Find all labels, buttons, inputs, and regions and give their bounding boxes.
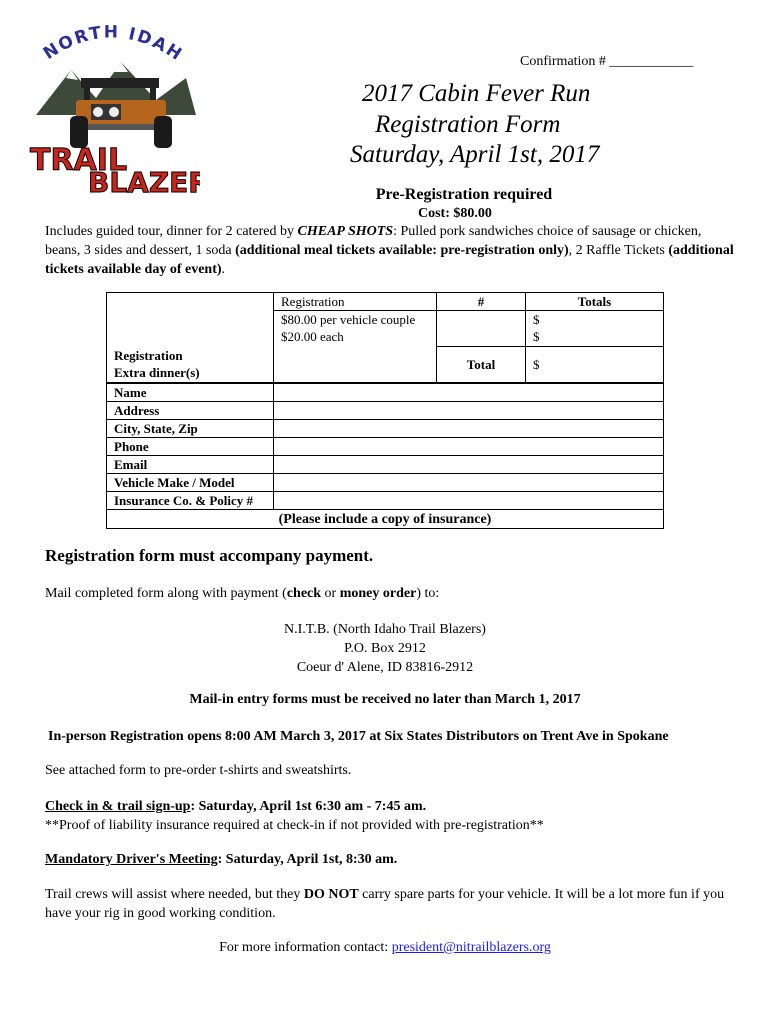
tshirt-note: See attached form to pre-order t-shirts and sweatshirts. [45,763,352,778]
mail-or: or [321,586,340,601]
jeep-logo-icon [26,20,200,198]
mail-money-order: money order [339,586,417,601]
fee-row-labels [107,293,274,383]
confirmation-number: Confirmation # ____________ [520,54,694,69]
fee-prices [274,311,437,383]
must-accompany-heading: Registration form must accompany payment. [45,546,374,565]
mail-instructions [45,584,439,603]
crews-do-not: DO NOT [303,887,359,902]
mail-deadline: Mail-in entry forms must be received no later than March 1, 2017 [189,692,581,707]
totals-cell[interactable] [526,311,664,347]
address-line-3: Coeur d' Alene, ID 83816-2912 [296,660,474,675]
address-line-2: P.O. Box 2912 [344,641,426,656]
insurance-note: (Please include a copy of insurance) [107,510,664,529]
address-line-1: N.I.T.B. (North Idaho Trail Blazers) [284,622,486,637]
contact-label: For more information contact: [219,940,392,955]
drivers-meeting [45,850,397,869]
grand-total[interactable]: $ [526,347,664,383]
trail-crews-note [45,885,735,923]
fee-header-totals: Totals [526,293,664,311]
registrant-info-table [106,383,664,529]
title-form: Registration Form [375,111,561,138]
mail-text-2: ) to: [416,586,440,601]
field-input-address[interactable] [274,402,664,420]
fee-label-registration: Registration [114,348,183,363]
checkin-info [45,797,544,835]
insurance-proof-note: **Proof of liability insurance required at check-in if not provided with pre-registration** [45,818,544,833]
logo-trail-text: TRAIL [30,143,128,178]
includes-text-3: , 2 Raffle Tickets [568,243,669,258]
mail-text-1: Mail completed form along with payment ( [45,586,287,601]
field-label-vehicle: Vehicle Make / Model [107,474,274,492]
meeting-time: : Saturday, April 1st, 8:30 am. [217,852,398,867]
raffle-note: (additional tickets available day of event) [45,243,734,277]
field-input-name[interactable] [274,384,664,402]
crews-text-1: Trail crews will assist where needed, but they [45,887,304,902]
crews-text-2: carry spare parts for your vehicle. It will be a lot more fun if you have your rig in good working condition. [45,887,725,921]
checkin-label: Check in & trail sign-up [45,799,191,814]
includes-text-1: Includes guided tour, dinner for 2 catered by [45,224,298,239]
field-input-vehicle[interactable] [274,474,664,492]
field-input-email[interactable] [274,456,664,474]
meeting-label: Mandatory Driver's Meeting [45,852,218,867]
pre-registration-heading: Pre-Registration required [375,186,553,203]
title-date: Saturday, April 1st, 2017 [350,141,600,168]
total-label: Total [437,347,526,383]
mail-check: check [286,586,322,601]
field-label-name: Name [107,384,274,402]
fee-header-price: Registration [274,293,437,311]
caterer-name: CHEAP SHOTS [297,224,394,239]
field-input-insurance[interactable] [274,492,664,510]
logo-blazers-text: BLAZER [88,166,200,198]
mailing-address [0,620,770,677]
in-person-registration: In-person Registration opens 8:00 AM March 3, 2017 at Six States Distributors on Trent Ave in Spokane [48,729,669,744]
includes-text-4: . [221,262,226,277]
field-input-phone[interactable] [274,438,664,456]
field-label-insurance: Insurance Co. & Policy # [107,492,274,510]
fee-table [106,292,664,383]
fee-label-extra-dinner: Extra dinner(s) [114,365,200,380]
field-input-city[interactable] [274,420,664,438]
meal-note: (additional meal tickets available: pre-registration only) [235,243,569,258]
field-label-email: Email [107,456,274,474]
checkin-time: : Saturday, April 1st 6:30 am - 7:45 am. [190,799,427,814]
field-label-city: City, State, Zip [107,420,274,438]
includes-text-2: : Pulled pork sandwiches choice of sausage or chicken, beans, 3 sides and dessert, 1 soda [45,224,702,258]
field-label-phone: Phone [107,438,274,456]
count-cell[interactable] [437,311,526,347]
title-event: 2017 Cabin Fever Run [362,80,591,107]
price-registration: $80.00 per vehicle couple [281,312,416,327]
trail-blazers-logo [26,20,200,198]
contact-email-link[interactable]: president@nitrailblazers.org [391,940,551,955]
total-extra-dinner: $ [533,329,540,344]
includes-paragraph [45,222,735,279]
logo-arc-text: NORTH IDAH [39,22,187,66]
fee-header-count: # [437,293,526,311]
total-registration: $ [533,312,540,327]
price-extra-dinner: $20.00 each [281,329,344,344]
cost-line: Cost: $80.00 [418,206,492,221]
contact-line [0,938,770,957]
field-label-address: Address [107,402,274,420]
